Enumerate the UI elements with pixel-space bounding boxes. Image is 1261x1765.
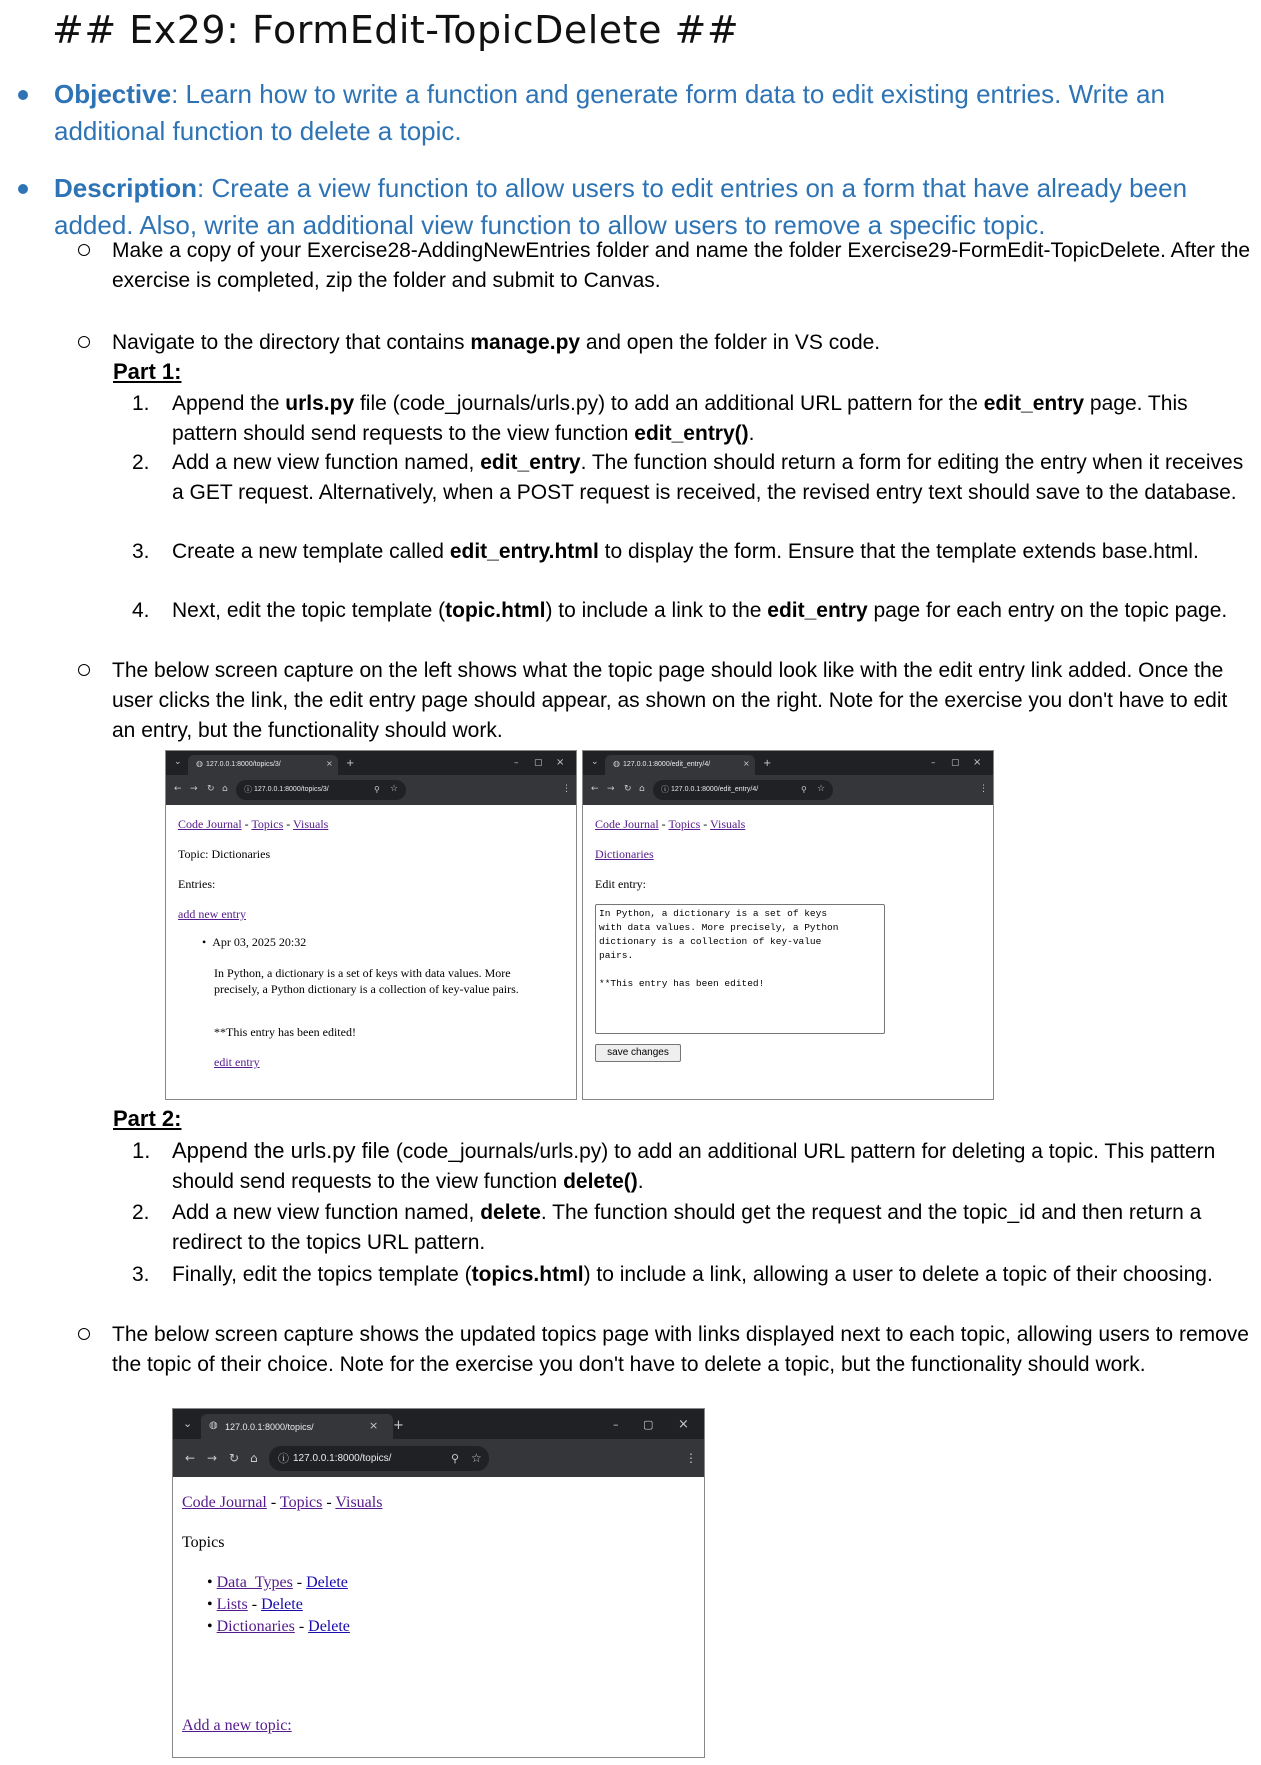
step-number: 2. (132, 1201, 150, 1224)
add-new-topic-link[interactable]: Add a new topic: (182, 1717, 292, 1734)
objective-text: : Learn how to write a function and generate form data to edit existing entries. Write an additional function to delete a topic. (54, 79, 1165, 146)
step-number: 1. (132, 392, 150, 415)
description-text: : Create a view function to allow users to edit entries on a form that have already been added. Also, write an additional view function to allow users to remove a specific topic. (54, 173, 1188, 240)
step-text: . (748, 422, 755, 445)
visuals-link[interactable]: Visuals (293, 817, 329, 831)
step-text: Append the (172, 392, 286, 415)
page-content (583, 805, 993, 1099)
arrow-right-icon[interactable]: → (190, 784, 198, 794)
step-bold: edit_entry() (634, 422, 749, 445)
home-icon[interactable]: ⌂ (250, 1451, 258, 1465)
plus-icon[interactable]: + (763, 758, 772, 769)
bullet-icon (18, 90, 28, 100)
part1-heading: Part 1: (113, 359, 182, 384)
list-bullet-icon: • (207, 1574, 217, 1591)
close-icon[interactable]: × (326, 759, 333, 768)
globe-icon: ◍ (613, 759, 620, 768)
step-text: . The function should get the request and the topic_id and then return a redirect to the topics URL pattern. (172, 1201, 1202, 1254)
step-number: 1. (132, 1138, 151, 1163)
step-text: . (637, 1170, 644, 1193)
item-separator: - (292, 1574, 307, 1591)
delete-link[interactable]: Delete (308, 1618, 350, 1635)
navigate-bold: manage.py (470, 331, 581, 354)
code-journal-link[interactable]: Code Journal (178, 817, 242, 831)
visuals-link[interactable]: Visuals (335, 1494, 383, 1511)
sub-bullet-icon (78, 336, 90, 348)
list-bullet-icon: • (202, 935, 213, 949)
topics-link[interactable]: Topics (668, 817, 701, 831)
delete-link[interactable]: Delete (261, 1596, 303, 1613)
plus-icon[interactable]: + (393, 1418, 404, 1433)
address-url: 127.0.0.1:8000/edit_entry/4/ (671, 786, 759, 793)
kebab-menu-icon[interactable]: ⋮ (685, 1451, 697, 1465)
site-nav (182, 1494, 382, 1512)
step-bold: edit_entry (480, 451, 581, 474)
close-icon[interactable]: × (678, 1417, 689, 1432)
step-number: 2. (132, 451, 150, 474)
entry-edited-note: **This entry has been edited! (214, 1025, 356, 1039)
tab-title: 127.0.0.1:8000/edit_entry/4/ (623, 761, 711, 768)
minimize-icon[interactable]: – (514, 758, 519, 768)
document-title: ## Ex29: FormEdit-TopicDelete ## (52, 8, 740, 52)
arrow-right-icon[interactable]: → (207, 1451, 218, 1465)
part2-step-2 (172, 1198, 1247, 1258)
part2-note: The below screen capture shows the updated topics page with links displayed next to each topic, allowing users to remove the topic of their choice. Note for the exercise you don't have to delete a topic, but the functionality should work. (112, 1323, 1249, 1376)
description-label: Description (54, 173, 198, 203)
nav-separator: - (241, 817, 252, 831)
bullet-icon (18, 184, 28, 194)
tab-title: 127.0.0.1:8000/topics/3/ (206, 761, 281, 768)
reload-icon[interactable]: ↻ (207, 784, 215, 794)
home-icon[interactable]: ⌂ (222, 784, 228, 794)
topic-link-lists[interactable]: Lists (216, 1596, 248, 1613)
visuals-link[interactable]: Visuals (710, 817, 746, 831)
close-icon[interactable]: × (369, 1419, 379, 1432)
part2-step-3 (172, 1260, 1247, 1290)
step-bold: edit_entry.html (449, 540, 599, 563)
nav-separator: - (700, 817, 711, 831)
code-journal-link[interactable]: Code Journal (182, 1494, 267, 1511)
star-icon[interactable]: ☆ (817, 784, 826, 794)
delete-link[interactable]: Delete (306, 1574, 348, 1591)
list-item (207, 1574, 348, 1592)
objective-paragraph (54, 76, 1244, 150)
entry-text: In Python, a dictionary is a set of keys with data values. More precisely, a Python dictionary is a collection of key-value pairs. (214, 966, 519, 996)
step-text: Create a new template called (172, 540, 450, 563)
textarea-line: pairs. (599, 950, 634, 961)
navigation-toolbar (166, 775, 576, 805)
step-text: Next, edit the topic template ( (172, 599, 446, 622)
zoom-icon[interactable]: ⚲ (801, 785, 807, 794)
step-bold: topics.html (471, 1263, 584, 1286)
step-text: . The function should return a form for editing the entry when it receives a GET request. Alternatively, when a POST request is received, the revised entry text should save to the database. (172, 451, 1244, 504)
topics-page-screenshot (172, 1408, 705, 1758)
arrow-left-icon[interactable]: ← (185, 1451, 196, 1465)
tab-strip (173, 1409, 704, 1439)
sub-bullet-icon (78, 1328, 90, 1340)
zoom-icon[interactable]: ⚲ (451, 1452, 460, 1465)
topics-link[interactable]: Topics (279, 1494, 323, 1511)
browser-tab[interactable] (188, 755, 338, 775)
step-text: to display the form. Ensure that the template extends base.html. (598, 540, 1199, 563)
step-bold: delete() (563, 1170, 638, 1193)
step-text: Finally, edit the topics template ( (172, 1263, 472, 1286)
step-bold: delete (480, 1201, 541, 1224)
maximize-icon[interactable]: ▢ (951, 758, 960, 768)
tab-title: 127.0.0.1:8000/topics/ (225, 1422, 314, 1432)
kebab-menu-icon[interactable]: ⋮ (979, 784, 988, 794)
reload-icon[interactable]: ↻ (624, 784, 632, 794)
arrow-right-icon[interactable]: → (607, 784, 615, 794)
part1-note: The below screen capture on the left shows what the topic page should look like with the edit entry link added. Once the user clicks the link, the edit entry page should appear, as shown on the right. Note for the exercise you don't have to edit an entry, but the functionality should work. (112, 659, 1228, 742)
home-icon[interactable]: ⌂ (639, 784, 645, 794)
star-icon[interactable]: ☆ (390, 784, 399, 794)
navigation-toolbar (583, 775, 993, 805)
maximize-icon[interactable]: ▢ (643, 1418, 654, 1431)
textarea-line: with data values. More precisely, a Python (599, 922, 839, 933)
reload-icon[interactable]: ↻ (229, 1451, 240, 1465)
step-text: ) to include a link, allowing a user to delete a topic of their choosing. (583, 1263, 1213, 1286)
entries-label: Entries: (178, 877, 216, 891)
navigation-toolbar (173, 1439, 704, 1477)
page-content (166, 805, 576, 1099)
maximize-icon[interactable]: ▢ (534, 758, 543, 768)
navigate-post: and open the folder in VS code. (580, 331, 881, 354)
textarea-line: **This entry has been edited! (599, 978, 765, 989)
info-icon[interactable]: ⓘ (244, 785, 252, 794)
info-icon[interactable]: ⓘ (661, 785, 669, 794)
arrow-left-icon[interactable]: ← (174, 784, 182, 794)
address-bar[interactable] (236, 780, 406, 800)
part1-step-2 (172, 448, 1247, 508)
site-nav (595, 817, 745, 832)
kebab-menu-icon[interactable]: ⋮ (562, 784, 571, 794)
list-bullet-icon: • (207, 1596, 217, 1613)
entry-date-text: Apr 03, 2025 20:32 (212, 935, 307, 949)
star-icon[interactable]: ☆ (471, 1451, 482, 1465)
chevron-down-icon[interactable]: ⌄ (174, 757, 182, 767)
topic-heading: Topic: Dictionaries (178, 847, 271, 861)
nav-separator: - (322, 1494, 336, 1511)
address-url: 127.0.0.1:8000/topics/ (293, 1453, 392, 1464)
part2-step-1 (172, 1136, 1247, 1197)
part1-step-1 (172, 389, 1247, 449)
edit-entry-link[interactable]: edit entry (214, 1055, 260, 1069)
step-number: 4. (132, 599, 150, 622)
edit-entry-label: Edit entry: (595, 877, 646, 891)
add-new-entry-link[interactable]: add new entry (178, 907, 246, 921)
minimize-icon[interactable]: – (613, 1418, 619, 1431)
sub-bullet-icon (78, 244, 90, 256)
code-journal-link[interactable]: Code Journal (595, 817, 659, 831)
nav-separator: - (283, 817, 294, 831)
tab-strip (166, 751, 576, 775)
tab-strip (583, 751, 993, 775)
description-paragraph (54, 170, 1244, 244)
step-bold: edit_entry (767, 599, 868, 622)
chevron-down-icon[interactable]: ⌄ (183, 1417, 193, 1430)
step-text: Append the urls.py file (172, 1138, 396, 1163)
step-text: (code_journals/urls.py) to add an additional URL pattern for deleting a topic. This pattern should send requests to the view function (172, 1140, 1216, 1193)
step-number: 3. (132, 1263, 150, 1286)
textarea-line: In Python, a dictionary is a set of keys (599, 908, 828, 919)
step-bold: urls.py (285, 392, 355, 415)
item-separator: - (294, 1618, 309, 1635)
chevron-down-icon[interactable]: ⌄ (591, 757, 599, 767)
info-icon[interactable]: ⓘ (278, 1452, 289, 1465)
item-separator: - (247, 1596, 262, 1613)
nav-separator: - (266, 1494, 280, 1511)
browser-tab[interactable] (605, 755, 755, 775)
list-item (207, 1596, 303, 1614)
navigate-pre: Navigate to the directory that contains (112, 331, 471, 354)
topic-link[interactable]: Dictionaries (595, 847, 654, 861)
nav-separator: - (658, 817, 669, 831)
browser-tab[interactable] (201, 1414, 393, 1439)
page-content (173, 1477, 704, 1757)
globe-icon: ◍ (209, 1420, 218, 1431)
topic-link-data-types[interactable]: Data_Types (216, 1574, 293, 1591)
close-icon[interactable]: × (743, 759, 750, 768)
step-text: Add a new view function named, (172, 451, 481, 474)
part2-heading: Part 2: (113, 1106, 182, 1131)
sub-bullet-icon (78, 664, 90, 676)
close-icon[interactable]: × (973, 757, 982, 768)
site-nav (178, 817, 328, 832)
step-text: page for each entry on the topic page. (867, 599, 1228, 622)
copy-instruction: Make a copy of your Exercise28-AddingNewEntries folder and name the folder Exercise29-FormEdit-TopicDelete. After the exercise is completed, zip the folder and submit to Canvas. (112, 239, 1251, 292)
step-bold: edit_entry (983, 392, 1085, 415)
arrow-left-icon[interactable]: ← (591, 784, 599, 794)
save-changes-button[interactable]: save changes (595, 1044, 681, 1062)
step-text: page. This pattern should send requests to the view function (172, 392, 1188, 445)
list-item (207, 1618, 350, 1636)
topics-link[interactable]: Topics (251, 817, 284, 831)
objective-label: Objective (54, 79, 172, 109)
navigate-instruction (112, 328, 1252, 358)
close-icon[interactable]: × (556, 757, 565, 768)
topic-page-screenshot (165, 750, 577, 1100)
step-number: 3. (132, 540, 150, 563)
step-text: file (code_journals/urls.py) to add an additional URL pattern for the (354, 392, 984, 415)
topics-heading: Topics (182, 1534, 225, 1551)
list-bullet-icon: • (207, 1618, 217, 1635)
minimize-icon[interactable]: – (931, 758, 936, 768)
entry-textarea[interactable] (595, 904, 885, 1034)
address-url: 127.0.0.1:8000/topics/3/ (254, 786, 329, 793)
textarea-line: dictionary is a collection of key-value (599, 936, 822, 947)
part1-step-4 (172, 596, 1247, 626)
step-bold: topic.html (445, 599, 546, 622)
zoom-icon[interactable]: ⚲ (374, 785, 380, 794)
part1-step-3 (172, 537, 1247, 567)
step-text: Add a new view function named, (172, 1201, 481, 1224)
step-text: ) to include a link to the (545, 599, 768, 622)
edit-entry-screenshot (582, 750, 994, 1100)
entry-date (202, 935, 306, 950)
topic-link-dictionaries[interactable]: Dictionaries (216, 1618, 295, 1635)
plus-icon[interactable]: + (346, 758, 355, 769)
globe-icon: ◍ (196, 759, 203, 768)
